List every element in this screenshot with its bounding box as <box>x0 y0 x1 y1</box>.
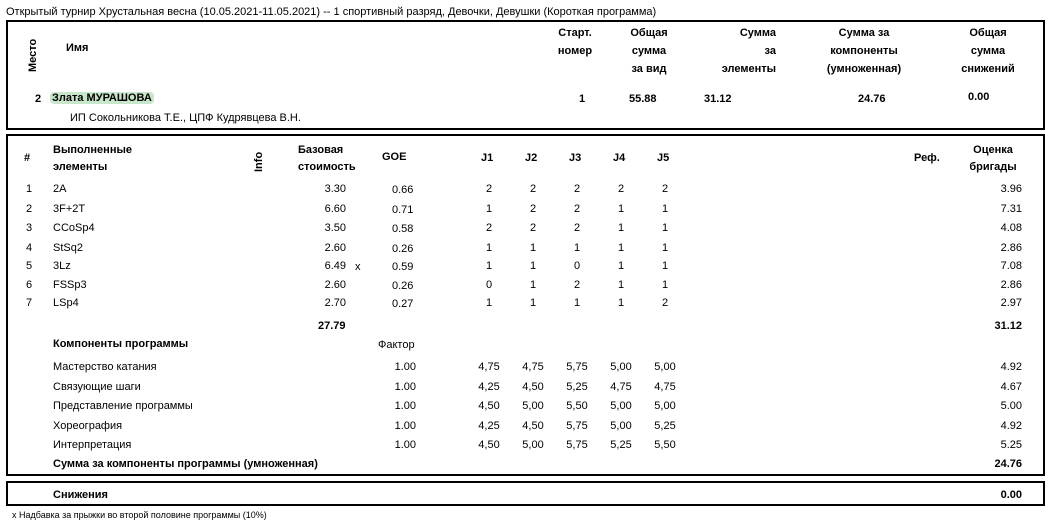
element-judge-3: 2 <box>573 183 581 195</box>
component-judge-2: 4,50 <box>522 420 544 432</box>
component-judge-3: 5,75 <box>566 361 588 373</box>
component-score: 4.67 <box>1000 381 1022 393</box>
element-number: 4 <box>26 242 33 254</box>
elements-col-goe: GOE <box>382 151 407 163</box>
components-total-label: Сумма за компоненты программы (умноженная) <box>53 458 318 470</box>
component-score: 5.00 <box>1000 400 1022 412</box>
element-judge-5: 1 <box>661 260 669 272</box>
component-judge-4: 4,75 <box>610 381 632 393</box>
deductions-total: 0.00 <box>1000 489 1022 501</box>
elements-total-base: 27.79 <box>318 320 346 332</box>
component-judge-2: 5,00 <box>522 400 544 412</box>
element-judge-2: 2 <box>529 203 537 215</box>
component-name: Хореография <box>53 420 123 432</box>
element-base-value: 3.30 <box>324 183 346 195</box>
elements-col-j5: J5 <box>657 152 670 164</box>
col-name-header: Имя <box>66 42 89 54</box>
element-number: 1 <box>26 183 33 195</box>
element-judge-5: 2 <box>661 297 669 309</box>
ded-header-line1: Общая <box>969 27 1007 39</box>
element-judge-3: 2 <box>573 222 581 234</box>
element-judge-2: 1 <box>529 242 537 254</box>
component-judge-5: 4,75 <box>654 381 676 393</box>
element-panel-score: 7.31 <box>1000 203 1022 215</box>
elements-col-ref: Реф. <box>914 152 940 164</box>
footnote: x Надбавка за прыжки во второй половине программы (10%) <box>12 510 267 520</box>
col-total-header <box>618 24 680 78</box>
elements-col-j3: J3 <box>569 152 582 164</box>
element-code: 3Lz <box>53 260 71 272</box>
component-judge-4: 5,00 <box>610 361 632 373</box>
component-factor: 1.00 <box>394 361 416 373</box>
component-judge-1: 4,25 <box>478 420 500 432</box>
elements-col-base-line2: стоимость <box>298 161 356 173</box>
elem-header-line1: Сумма <box>739 27 776 39</box>
element-goe: 0.26 <box>392 280 414 292</box>
comp-header-line3: (умноженная) <box>826 63 902 75</box>
deductions-box <box>6 481 1045 506</box>
elements-col-j1: J1 <box>481 152 494 164</box>
total-header-line1: Общая <box>630 27 668 39</box>
elements-col-base <box>298 142 356 176</box>
component-factor: 1.00 <box>394 439 416 451</box>
element-goe: 0.71 <box>392 204 414 216</box>
element-judge-1: 1 <box>485 242 493 254</box>
component-judge-2: 4,75 <box>522 361 544 373</box>
col-start-header <box>545 24 605 60</box>
elements-col-element <box>53 142 132 176</box>
component-judge-3: 5,25 <box>566 381 588 393</box>
element-info-flag: x <box>355 261 361 273</box>
element-judge-4: 1 <box>617 297 625 309</box>
element-number: 2 <box>26 203 33 215</box>
element-code: LSp4 <box>53 297 79 309</box>
component-name: Мастерство катания <box>53 361 157 373</box>
element-base-value: 3.50 <box>324 222 346 234</box>
comp-header-line1: Сумма за <box>838 27 890 39</box>
component-judge-2: 5,00 <box>522 439 544 451</box>
components-total: 24.76 <box>994 458 1022 470</box>
component-judge-5: 5,25 <box>654 420 676 432</box>
element-number: 5 <box>26 260 33 272</box>
element-goe: 0.66 <box>392 184 414 196</box>
comp-header-line2: компоненты <box>830 45 898 57</box>
element-judge-3: 2 <box>573 279 581 291</box>
element-judge-4: 1 <box>617 279 625 291</box>
elements-col-j2: J2 <box>525 152 538 164</box>
component-score: 5.25 <box>1000 439 1022 451</box>
element-number: 3 <box>26 222 33 234</box>
element-judge-2: 1 <box>529 279 537 291</box>
element-goe: 0.26 <box>392 243 414 255</box>
component-judge-4: 5,25 <box>610 439 632 451</box>
element-judge-4: 1 <box>617 203 625 215</box>
start-header-line1: Старт. <box>558 27 592 39</box>
component-judge-1: 4,75 <box>478 361 500 373</box>
page-title: Открытый турнир Хрустальная весна (10.05.2021-11.05.2021) -- 1 спортивный разряд, Девочки, Девушки (Короткая программа) <box>6 6 657 18</box>
skater-components-score: 24.76 <box>858 93 886 105</box>
component-judge-2: 4,50 <box>522 381 544 393</box>
element-base-value: 2.70 <box>324 297 346 309</box>
col-elements-header <box>690 24 776 78</box>
component-score: 4.92 <box>1000 361 1022 373</box>
element-judge-1: 2 <box>485 222 493 234</box>
deductions-label: Снижения <box>53 489 108 501</box>
elements-total-score: 31.12 <box>994 320 1022 332</box>
elements-col-score-line1: Оценка <box>973 144 1013 156</box>
total-header-line2: сумма <box>631 45 667 57</box>
element-code: 2A <box>53 183 67 195</box>
element-panel-score: 2.86 <box>1000 242 1022 254</box>
elements-col-score-line2: бригады <box>969 161 1017 173</box>
col-deductions-header <box>948 24 1028 78</box>
element-panel-score: 3.96 <box>1000 183 1022 195</box>
skater-total: 55.88 <box>629 93 657 105</box>
component-factor: 1.00 <box>394 400 416 412</box>
elements-col-num: # <box>24 152 31 164</box>
element-judge-5: 1 <box>661 242 669 254</box>
element-base-value: 6.60 <box>324 203 346 215</box>
element-judge-1: 1 <box>485 297 493 309</box>
components-header-label: Компоненты программы <box>53 338 189 350</box>
element-code: StSq2 <box>53 242 83 254</box>
elements-col-element-line1: Выполненные <box>53 144 132 156</box>
elements-col-j4: J4 <box>613 152 626 164</box>
element-judge-4: 2 <box>617 183 625 195</box>
skater-start-no: 1 <box>579 93 586 105</box>
element-code: FSSp3 <box>53 279 87 291</box>
skater-deductions: 0.00 <box>968 91 990 103</box>
element-judge-2: 1 <box>529 260 537 272</box>
element-code: CCoSp4 <box>53 222 95 234</box>
ded-header-line3: снижений <box>961 63 1015 75</box>
element-base-value: 2.60 <box>324 279 346 291</box>
elements-col-element-line2: элементы <box>53 161 108 173</box>
element-base-value: 2.60 <box>324 242 346 254</box>
element-judge-5: 2 <box>661 183 669 195</box>
start-header-line2: номер <box>557 45 593 57</box>
element-code: 3F+2T <box>53 203 86 215</box>
component-judge-5: 5,50 <box>654 439 676 451</box>
element-judge-1: 1 <box>485 203 493 215</box>
element-judge-5: 1 <box>661 279 669 291</box>
element-goe: 0.27 <box>392 298 414 310</box>
elem-header-line3: элементы <box>721 63 776 75</box>
components-header-factor: Фактор <box>378 339 415 351</box>
total-header-line3: за вид <box>631 63 667 75</box>
element-panel-score: 2.97 <box>1000 297 1022 309</box>
elements-col-info: Info <box>253 151 265 172</box>
element-judge-2: 1 <box>529 297 537 309</box>
element-judge-3: 1 <box>573 242 581 254</box>
element-judge-2: 2 <box>529 183 537 195</box>
component-score: 4.92 <box>1000 420 1022 432</box>
element-judge-2: 2 <box>529 222 537 234</box>
component-judge-5: 5,00 <box>654 400 676 412</box>
element-judge-3: 0 <box>573 260 581 272</box>
element-panel-score: 4.08 <box>1000 222 1022 234</box>
component-judge-3: 5,50 <box>566 400 588 412</box>
element-judge-3: 2 <box>573 203 581 215</box>
element-judge-3: 1 <box>573 297 581 309</box>
skater-elements-score: 31.12 <box>704 93 732 105</box>
element-base-value: 6.49 <box>324 260 346 272</box>
elements-col-base-line1: Базовая <box>298 144 344 156</box>
component-judge-4: 5,00 <box>610 400 632 412</box>
col-place-header: Место <box>27 38 39 72</box>
elements-col-score <box>960 142 1026 176</box>
component-factor: 1.00 <box>394 381 416 393</box>
component-judge-4: 5,00 <box>610 420 632 432</box>
component-judge-1: 4,25 <box>478 381 500 393</box>
element-judge-4: 1 <box>617 260 625 272</box>
component-judge-3: 5,75 <box>566 439 588 451</box>
element-number: 6 <box>26 279 33 291</box>
element-judge-4: 1 <box>617 242 625 254</box>
element-panel-score: 7.08 <box>1000 260 1022 272</box>
element-judge-5: 1 <box>661 222 669 234</box>
component-judge-1: 4,50 <box>478 439 500 451</box>
elem-header-line2: за <box>764 45 776 57</box>
skater-club: ИП Сокольникова Т.Е., ЦПФ Кудрявцева В.Н. <box>70 112 301 124</box>
component-name: Интерпретация <box>53 439 132 451</box>
element-goe: 0.59 <box>392 261 414 273</box>
component-factor: 1.00 <box>394 420 416 432</box>
component-judge-5: 5,00 <box>654 361 676 373</box>
element-judge-1: 0 <box>485 279 493 291</box>
component-name: Представление программы <box>53 400 193 412</box>
element-goe: 0.58 <box>392 223 414 235</box>
element-panel-score: 2.86 <box>1000 279 1022 291</box>
ded-header-line2: сумма <box>970 45 1006 57</box>
element-judge-5: 1 <box>661 203 669 215</box>
element-judge-4: 1 <box>617 222 625 234</box>
element-judge-1: 1 <box>485 260 493 272</box>
component-name: Связующие шаги <box>53 381 141 393</box>
element-number: 7 <box>26 297 33 309</box>
element-judge-1: 2 <box>485 183 493 195</box>
skater-place: 2 <box>35 93 42 105</box>
col-components-header <box>808 24 920 78</box>
skater-name[interactable]: Злата МУРАШОВА <box>52 92 152 104</box>
component-judge-1: 4,50 <box>478 400 500 412</box>
component-judge-3: 5,75 <box>566 420 588 432</box>
